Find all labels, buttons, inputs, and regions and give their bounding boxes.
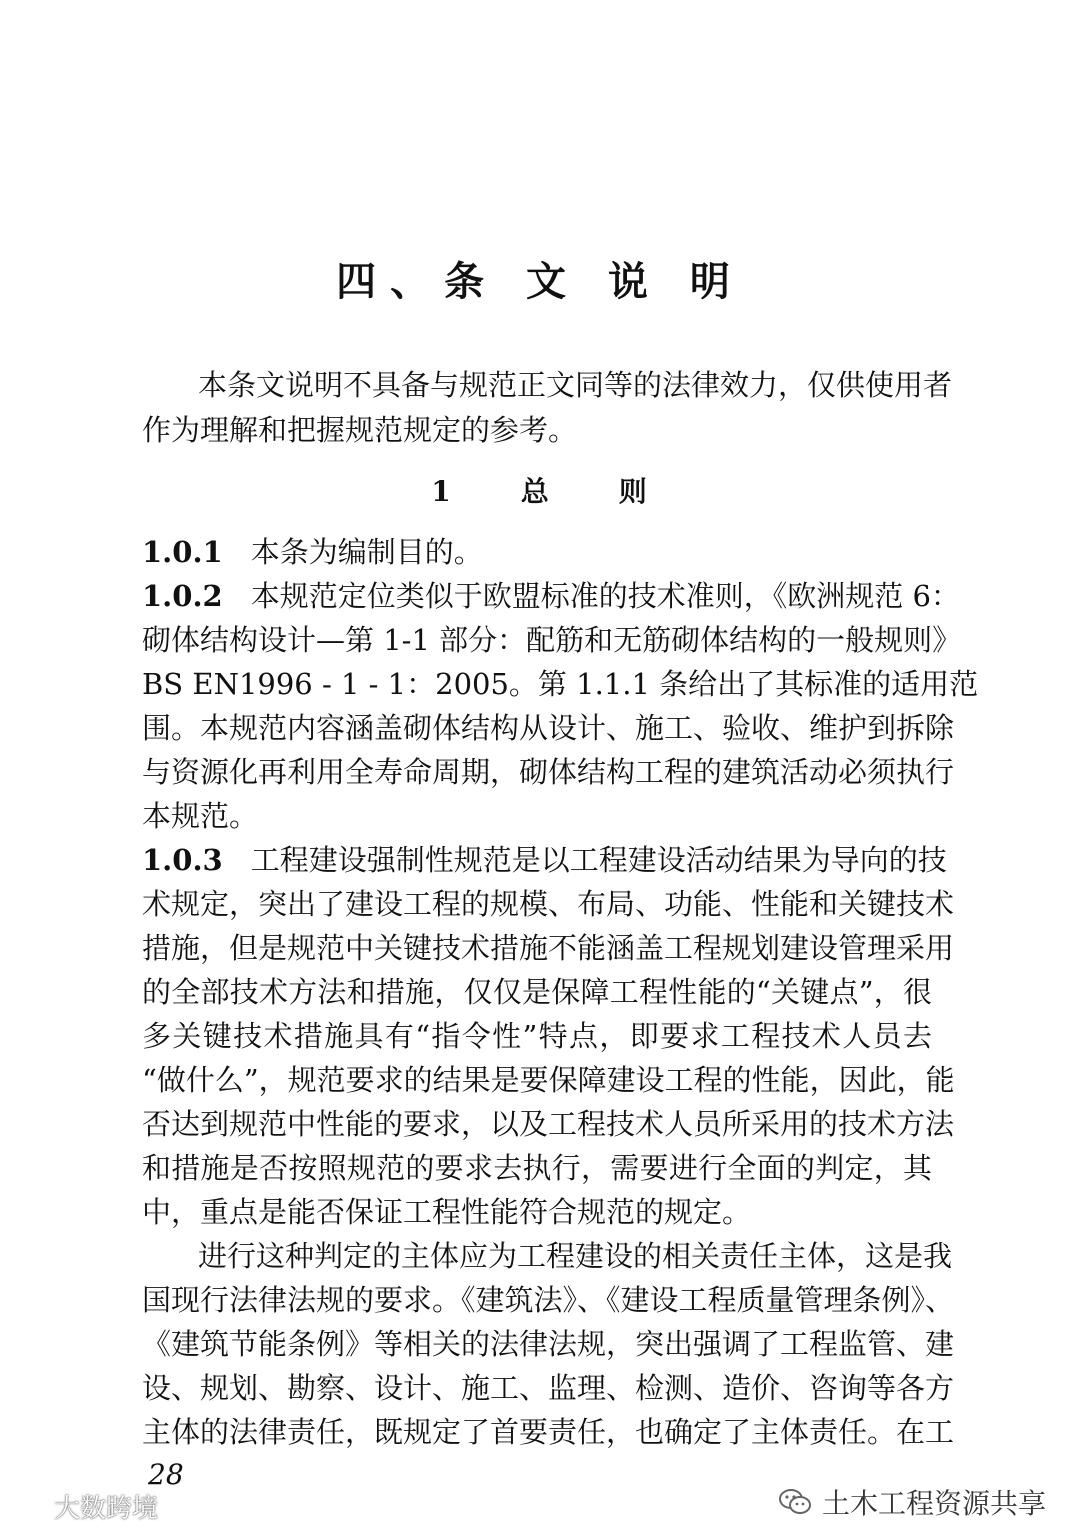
clause-line: 中，重点是能否保证工程性能符合规范的规定。 [142, 1195, 752, 1229]
wechat-icon [778, 1487, 812, 1517]
bilibili-icon [4, 1492, 50, 1522]
clause-line: 围。本规范内容涵盖砌体结构从设计、施工、验收、维护到拆除 [142, 711, 955, 745]
clause-line [142, 576, 960, 616]
intro-line: 作为理解和把握规范规定的参考。 [142, 413, 578, 447]
clause-number: 1.0.1 [142, 535, 223, 569]
paragraph-line: 进行这种判定的主体应为工程建设的相关责任主体，这是我 [198, 1239, 953, 1273]
paragraph-line: 设、规划、勘察、设计、施工、监理、检测、造价、咨询等各方 [142, 1371, 955, 1405]
clause-text: 本条为编制目的。 [250, 535, 483, 569]
clause-line: 措施，但是规范中关键技术措施不能涵盖工程规划建设管理采用 [142, 931, 955, 965]
watermark-left [4, 1488, 158, 1525]
clause-line: 多关键技术措施具有“指令性”特点，即要求工程技术人员去 [142, 1019, 932, 1053]
section-name-part: 则 [618, 475, 649, 508]
paragraph-line: 《建筑节能条例》等相关的法律法规，突出强调了工程监管、建 [142, 1327, 955, 1361]
section-number: 1 [431, 475, 453, 508]
clause-line [142, 532, 932, 572]
clause-line: 本规范。 [142, 799, 259, 833]
clause-line: 的全部技术方法和措施，仅仅是保障工程性能的“关键点”，很 [142, 975, 932, 1009]
paragraph-line: 国现行法律法规的要求。《建筑法》、《建设工程质量管理条例》、 [142, 1283, 955, 1317]
watermark-left-text: 大数跨境 [54, 1494, 159, 1524]
clause-line: BS EN1996 - 1 - 1：2005。第 1.1.1 条给出了其标准的适用范 [142, 667, 979, 701]
paragraph-line: 主体的法律责任，既规定了首要责任，也确定了主体责任。在工 [142, 1415, 955, 1449]
clause-line: 和措施是否按照规范的要求去执行，需要进行全面的判定，其 [142, 1151, 932, 1185]
page-title: 四、条 文 说 明 [336, 258, 744, 305]
clause-number: 1.0.2 [142, 579, 223, 613]
clause-line: “做什么”，规范要求的结果是要保障建设工程的性能，因此，能 [142, 1063, 955, 1097]
watermark-right [778, 1482, 1046, 1522]
clause-text: 工程建设强制性规范是以工程建设活动结果为导向的技 [250, 843, 947, 877]
clause-text: 本规范定位类似于欧盟标准的技术准则，《欧洲规范 6： [250, 579, 960, 613]
section-name-part: 总 [520, 475, 551, 508]
clause-line: 砌体结构设计—第 1-1 部分：配筋和无筋砌体结构的一般规则》 [142, 623, 962, 657]
clause-line [142, 840, 947, 880]
section-heading [0, 470, 1080, 510]
clause-number: 1.0.3 [142, 843, 223, 877]
page-number: 28 [148, 1458, 184, 1491]
clause-line: 术规定，突出了建设工程的规模、布局、功能、性能和关键技术 [142, 887, 955, 921]
intro-line: 本条文说明不具备与规范正文同等的法律效力，仅供使用者 [198, 368, 953, 402]
clause-line: 否达到规范中性能的要求，以及工程技术人员所采用的技术方法 [142, 1107, 955, 1141]
clause-line: 与资源化再利用全寿命周期，砌体结构工程的建筑活动必须执行 [142, 755, 955, 789]
watermark-right-text: 土木工程资源共享 [821, 1487, 1046, 1520]
